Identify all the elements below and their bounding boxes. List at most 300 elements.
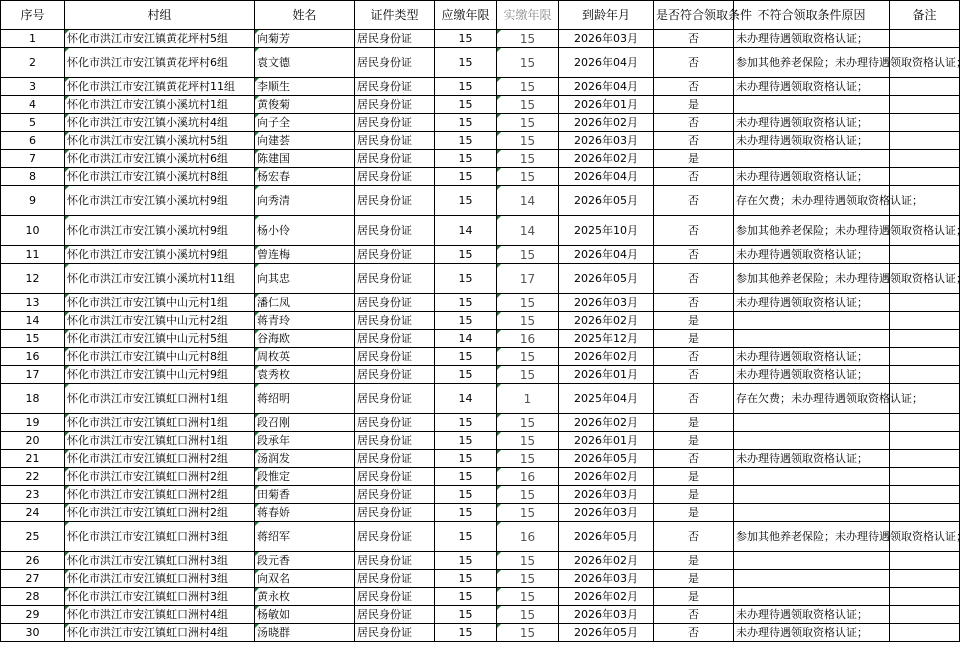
- cell-seq[interactable]: 22: [1, 468, 65, 486]
- cell-age-month[interactable]: 2026年05月: [559, 522, 654, 552]
- cell-seq[interactable]: 25: [1, 522, 65, 552]
- cell-id-type[interactable]: 居民身份证: [355, 588, 435, 606]
- cell-village[interactable]: 怀化市洪江市安江镇小溪坑村6组: [65, 150, 255, 168]
- cell-reason[interactable]: [734, 588, 890, 606]
- cell-age-month[interactable]: 2026年03月: [559, 132, 654, 150]
- cell-years-paid[interactable]: 1: [497, 384, 559, 414]
- cell-eligible[interactable]: 否: [654, 114, 734, 132]
- cell-seq[interactable]: 5: [1, 114, 65, 132]
- cell-id-type[interactable]: 居民身份证: [355, 78, 435, 96]
- cell-age-month[interactable]: 2026年05月: [559, 264, 654, 294]
- header-age-month[interactable]: 到龄年月: [559, 1, 654, 30]
- header-village[interactable]: 村组: [65, 1, 255, 30]
- cell-eligible[interactable]: 否: [654, 450, 734, 468]
- cell-note[interactable]: [890, 96, 960, 114]
- cell-years-paid[interactable]: 15: [497, 132, 559, 150]
- cell-id-type[interactable]: 居民身份证: [355, 450, 435, 468]
- cell-age-month[interactable]: 2026年02月: [559, 312, 654, 330]
- cell-eligible[interactable]: 否: [654, 246, 734, 264]
- cell-reason[interactable]: 未办理待遇领取资格认证；: [734, 606, 890, 624]
- cell-note[interactable]: [890, 114, 960, 132]
- cell-years-due[interactable]: 15: [435, 294, 497, 312]
- cell-years-due[interactable]: 15: [435, 96, 497, 114]
- cell-age-month[interactable]: 2026年04月: [559, 48, 654, 78]
- cell-age-month[interactable]: 2026年03月: [559, 486, 654, 504]
- cell-reason[interactable]: 未办理待遇领取资格认证；: [734, 30, 890, 48]
- header-years-due[interactable]: 应缴年限: [435, 1, 497, 30]
- cell-reason[interactable]: [734, 96, 890, 114]
- cell-reason[interactable]: 未办理待遇领取资格认证；: [734, 132, 890, 150]
- cell-seq[interactable]: 26: [1, 552, 65, 570]
- cell-id-type[interactable]: 居民身份证: [355, 606, 435, 624]
- header-eligible[interactable]: 是否符合领取条件: [654, 1, 734, 30]
- cell-eligible[interactable]: 否: [654, 366, 734, 384]
- cell-years-paid[interactable]: 15: [497, 486, 559, 504]
- cell-village[interactable]: 怀化市洪江市安江镇虹口洲村3组: [65, 552, 255, 570]
- cell-age-month[interactable]: 2026年01月: [559, 96, 654, 114]
- cell-years-paid[interactable]: 15: [497, 114, 559, 132]
- cell-years-due[interactable]: 14: [435, 216, 497, 246]
- cell-age-month[interactable]: 2026年03月: [559, 504, 654, 522]
- cell-eligible[interactable]: 否: [654, 78, 734, 96]
- cell-name[interactable]: 黄永枚: [255, 588, 355, 606]
- cell-seq[interactable]: 4: [1, 96, 65, 114]
- cell-seq[interactable]: 30: [1, 624, 65, 642]
- cell-id-type[interactable]: 居民身份证: [355, 132, 435, 150]
- cell-age-month[interactable]: 2026年03月: [559, 606, 654, 624]
- cell-years-due[interactable]: 14: [435, 384, 497, 414]
- cell-village[interactable]: 怀化市洪江市安江镇小溪坑村1组: [65, 96, 255, 114]
- cell-eligible[interactable]: 否: [654, 264, 734, 294]
- cell-note[interactable]: [890, 486, 960, 504]
- cell-note[interactable]: [890, 432, 960, 450]
- cell-name[interactable]: 段惟定: [255, 468, 355, 486]
- cell-reason[interactable]: 未办理待遇领取资格认证；: [734, 624, 890, 642]
- cell-id-type[interactable]: 居民身份证: [355, 48, 435, 78]
- cell-years-paid[interactable]: 14: [497, 186, 559, 216]
- cell-name[interactable]: 段承年: [255, 432, 355, 450]
- cell-id-type[interactable]: 居民身份证: [355, 552, 435, 570]
- cell-reason[interactable]: 未办理待遇领取资格认证；: [734, 78, 890, 96]
- cell-note[interactable]: [890, 552, 960, 570]
- cell-note[interactable]: [890, 330, 960, 348]
- cell-note[interactable]: [890, 366, 960, 384]
- cell-years-due[interactable]: 15: [435, 168, 497, 186]
- cell-years-paid[interactable]: 15: [497, 450, 559, 468]
- cell-id-type[interactable]: 居民身份证: [355, 264, 435, 294]
- cell-id-type[interactable]: 居民身份证: [355, 186, 435, 216]
- cell-note[interactable]: [890, 570, 960, 588]
- cell-reason[interactable]: [734, 414, 890, 432]
- cell-years-due[interactable]: 15: [435, 264, 497, 294]
- cell-reason[interactable]: 参加其他养老保险；未办理待遇领取资格认证；: [734, 216, 890, 246]
- cell-years-due[interactable]: 15: [435, 414, 497, 432]
- cell-id-type[interactable]: 居民身份证: [355, 168, 435, 186]
- cell-village[interactable]: 怀化市洪江市安江镇中山元村5组: [65, 330, 255, 348]
- cell-name[interactable]: 杨宏春: [255, 168, 355, 186]
- cell-age-month[interactable]: 2026年04月: [559, 246, 654, 264]
- cell-village[interactable]: 怀化市洪江市安江镇虹口洲村2组: [65, 468, 255, 486]
- cell-age-month[interactable]: 2026年02月: [559, 552, 654, 570]
- header-name[interactable]: 姓名: [255, 1, 355, 30]
- cell-eligible[interactable]: 否: [654, 384, 734, 414]
- cell-name[interactable]: 潘仁凤: [255, 294, 355, 312]
- cell-seq[interactable]: 29: [1, 606, 65, 624]
- cell-seq[interactable]: 7: [1, 150, 65, 168]
- cell-village[interactable]: 怀化市洪江市安江镇中山元村1组: [65, 294, 255, 312]
- cell-name[interactable]: 向双名: [255, 570, 355, 588]
- cell-seq[interactable]: 24: [1, 504, 65, 522]
- cell-age-month[interactable]: 2026年03月: [559, 294, 654, 312]
- cell-village[interactable]: 怀化市洪江市安江镇虹口洲村2组: [65, 504, 255, 522]
- cell-years-paid[interactable]: 15: [497, 588, 559, 606]
- cell-id-type[interactable]: 居民身份证: [355, 96, 435, 114]
- cell-eligible[interactable]: 是: [654, 96, 734, 114]
- cell-seq[interactable]: 3: [1, 78, 65, 96]
- cell-years-due[interactable]: 15: [435, 552, 497, 570]
- cell-id-type[interactable]: 居民身份证: [355, 330, 435, 348]
- cell-village[interactable]: 怀化市洪江市安江镇黄花坪村6组: [65, 48, 255, 78]
- cell-name[interactable]: 汤晓群: [255, 624, 355, 642]
- cell-reason[interactable]: 未办理待遇领取资格认证；: [734, 246, 890, 264]
- cell-years-due[interactable]: 15: [435, 522, 497, 552]
- cell-years-due[interactable]: 14: [435, 330, 497, 348]
- cell-note[interactable]: [890, 468, 960, 486]
- cell-name[interactable]: 蒋春娇: [255, 504, 355, 522]
- cell-name[interactable]: 黄俊菊: [255, 96, 355, 114]
- cell-eligible[interactable]: 是: [654, 330, 734, 348]
- cell-reason[interactable]: [734, 570, 890, 588]
- cell-years-paid[interactable]: 16: [497, 468, 559, 486]
- header-seq[interactable]: 序号: [1, 1, 65, 30]
- cell-seq[interactable]: 27: [1, 570, 65, 588]
- cell-name[interactable]: 蒋绍明: [255, 384, 355, 414]
- cell-id-type[interactable]: 居民身份证: [355, 468, 435, 486]
- cell-eligible[interactable]: 否: [654, 186, 734, 216]
- cell-id-type[interactable]: 居民身份证: [355, 246, 435, 264]
- cell-id-type[interactable]: 居民身份证: [355, 216, 435, 246]
- cell-village[interactable]: 怀化市洪江市安江镇虹口洲村3组: [65, 588, 255, 606]
- cell-seq[interactable]: 1: [1, 30, 65, 48]
- cell-eligible[interactable]: 否: [654, 606, 734, 624]
- cell-name[interactable]: 袁秀枚: [255, 366, 355, 384]
- cell-village[interactable]: 怀化市洪江市安江镇虹口洲村1组: [65, 432, 255, 450]
- cell-years-due[interactable]: 15: [435, 186, 497, 216]
- cell-id-type[interactable]: 居民身份证: [355, 414, 435, 432]
- cell-village[interactable]: 怀化市洪江市安江镇中山元村8组: [65, 348, 255, 366]
- cell-years-paid[interactable]: 15: [497, 432, 559, 450]
- cell-years-due[interactable]: 15: [435, 246, 497, 264]
- cell-note[interactable]: [890, 150, 960, 168]
- cell-years-paid[interactable]: 15: [497, 312, 559, 330]
- cell-years-due[interactable]: 15: [435, 78, 497, 96]
- cell-years-paid[interactable]: 15: [497, 30, 559, 48]
- cell-village[interactable]: 怀化市洪江市安江镇小溪坑村4组: [65, 114, 255, 132]
- cell-seq[interactable]: 2: [1, 48, 65, 78]
- cell-reason[interactable]: 参加其他养老保险；未办理待遇领取资格认证；: [734, 264, 890, 294]
- cell-eligible[interactable]: 否: [654, 48, 734, 78]
- cell-years-due[interactable]: 15: [435, 432, 497, 450]
- cell-name[interactable]: 向建荟: [255, 132, 355, 150]
- cell-seq[interactable]: 17: [1, 366, 65, 384]
- cell-village[interactable]: 怀化市洪江市安江镇虹口洲村2组: [65, 486, 255, 504]
- cell-age-month[interactable]: 2026年02月: [559, 150, 654, 168]
- cell-note[interactable]: [890, 450, 960, 468]
- cell-years-due[interactable]: 15: [435, 30, 497, 48]
- cell-note[interactable]: [890, 168, 960, 186]
- cell-note[interactable]: [890, 132, 960, 150]
- cell-reason[interactable]: [734, 150, 890, 168]
- cell-reason[interactable]: [734, 312, 890, 330]
- cell-years-paid[interactable]: 16: [497, 522, 559, 552]
- cell-years-paid[interactable]: 15: [497, 366, 559, 384]
- cell-note[interactable]: [890, 78, 960, 96]
- cell-name[interactable]: 陈建国: [255, 150, 355, 168]
- cell-years-due[interactable]: 15: [435, 504, 497, 522]
- cell-note[interactable]: [890, 606, 960, 624]
- cell-village[interactable]: 怀化市洪江市安江镇虹口洲村3组: [65, 570, 255, 588]
- cell-name[interactable]: 向其忠: [255, 264, 355, 294]
- cell-years-due[interactable]: 15: [435, 606, 497, 624]
- cell-village[interactable]: 怀化市洪江市安江镇虹口洲村3组: [65, 522, 255, 552]
- cell-seq[interactable]: 28: [1, 588, 65, 606]
- cell-eligible[interactable]: 是: [654, 486, 734, 504]
- cell-id-type[interactable]: 居民身份证: [355, 312, 435, 330]
- cell-seq[interactable]: 6: [1, 132, 65, 150]
- cell-seq[interactable]: 10: [1, 216, 65, 246]
- cell-village[interactable]: 怀化市洪江市安江镇黄花坪村5组: [65, 30, 255, 48]
- cell-eligible[interactable]: 是: [654, 570, 734, 588]
- cell-years-paid[interactable]: 15: [497, 294, 559, 312]
- cell-age-month[interactable]: 2025年12月: [559, 330, 654, 348]
- cell-id-type[interactable]: 居民身份证: [355, 294, 435, 312]
- cell-name[interactable]: 段召刚: [255, 414, 355, 432]
- cell-years-paid[interactable]: 15: [497, 414, 559, 432]
- cell-years-paid[interactable]: 15: [497, 504, 559, 522]
- cell-name[interactable]: 汤润发: [255, 450, 355, 468]
- cell-reason[interactable]: [734, 504, 890, 522]
- cell-name[interactable]: 段元香: [255, 552, 355, 570]
- cell-name[interactable]: 曾连梅: [255, 246, 355, 264]
- cell-id-type[interactable]: 居民身份证: [355, 366, 435, 384]
- cell-name[interactable]: 向菊芳: [255, 30, 355, 48]
- cell-eligible[interactable]: 是: [654, 588, 734, 606]
- cell-age-month[interactable]: 2026年02月: [559, 588, 654, 606]
- cell-reason[interactable]: 参加其他养老保险；未办理待遇领取资格认证；: [734, 48, 890, 78]
- cell-eligible[interactable]: 否: [654, 132, 734, 150]
- cell-village[interactable]: 怀化市洪江市安江镇小溪坑村9组: [65, 186, 255, 216]
- cell-eligible[interactable]: 否: [654, 168, 734, 186]
- cell-years-paid[interactable]: 15: [497, 606, 559, 624]
- cell-age-month[interactable]: 2026年02月: [559, 114, 654, 132]
- cell-years-paid[interactable]: 15: [497, 78, 559, 96]
- cell-years-paid[interactable]: 16: [497, 330, 559, 348]
- cell-eligible[interactable]: 否: [654, 294, 734, 312]
- cell-eligible[interactable]: 否: [654, 348, 734, 366]
- cell-seq[interactable]: 11: [1, 246, 65, 264]
- cell-id-type[interactable]: 居民身份证: [355, 348, 435, 366]
- cell-years-due[interactable]: 15: [435, 468, 497, 486]
- cell-id-type[interactable]: 居民身份证: [355, 504, 435, 522]
- cell-seq[interactable]: 19: [1, 414, 65, 432]
- cell-reason[interactable]: [734, 330, 890, 348]
- header-note[interactable]: 备注: [890, 1, 960, 30]
- cell-id-type[interactable]: 居民身份证: [355, 570, 435, 588]
- cell-age-month[interactable]: 2026年03月: [559, 30, 654, 48]
- cell-eligible[interactable]: 是: [654, 468, 734, 486]
- cell-seq[interactable]: 15: [1, 330, 65, 348]
- cell-village[interactable]: 怀化市洪江市安江镇虹口洲村4组: [65, 624, 255, 642]
- cell-village[interactable]: 怀化市洪江市安江镇小溪坑村9组: [65, 246, 255, 264]
- cell-name[interactable]: 李顺生: [255, 78, 355, 96]
- cell-id-type[interactable]: 居民身份证: [355, 432, 435, 450]
- cell-years-due[interactable]: 15: [435, 150, 497, 168]
- cell-seq[interactable]: 12: [1, 264, 65, 294]
- cell-reason[interactable]: 未办理待遇领取资格认证；: [734, 114, 890, 132]
- cell-village[interactable]: 怀化市洪江市安江镇虹口洲村1组: [65, 384, 255, 414]
- cell-age-month[interactable]: 2026年01月: [559, 432, 654, 450]
- cell-years-paid[interactable]: 15: [497, 624, 559, 642]
- cell-age-month[interactable]: 2026年04月: [559, 168, 654, 186]
- cell-id-type[interactable]: 居民身份证: [355, 30, 435, 48]
- cell-note[interactable]: [890, 246, 960, 264]
- cell-name[interactable]: 田菊香: [255, 486, 355, 504]
- cell-id-type[interactable]: 居民身份证: [355, 150, 435, 168]
- cell-years-due[interactable]: 15: [435, 348, 497, 366]
- cell-eligible[interactable]: 否: [654, 30, 734, 48]
- cell-years-due[interactable]: 15: [435, 570, 497, 588]
- cell-years-paid[interactable]: 15: [497, 552, 559, 570]
- cell-eligible[interactable]: 是: [654, 552, 734, 570]
- cell-reason[interactable]: 未办理待遇领取资格认证；: [734, 450, 890, 468]
- cell-years-due[interactable]: 15: [435, 450, 497, 468]
- cell-eligible[interactable]: 是: [654, 150, 734, 168]
- cell-id-type[interactable]: 居民身份证: [355, 522, 435, 552]
- cell-seq[interactable]: 18: [1, 384, 65, 414]
- cell-age-month[interactable]: 2026年03月: [559, 570, 654, 588]
- cell-years-paid[interactable]: 15: [497, 48, 559, 78]
- cell-note[interactable]: [890, 294, 960, 312]
- cell-name[interactable]: 袁文德: [255, 48, 355, 78]
- cell-age-month[interactable]: 2026年02月: [559, 348, 654, 366]
- cell-village[interactable]: 怀化市洪江市安江镇中山元村2组: [65, 312, 255, 330]
- cell-id-type[interactable]: 居民身份证: [355, 486, 435, 504]
- cell-years-paid[interactable]: 15: [497, 96, 559, 114]
- cell-village[interactable]: 怀化市洪江市安江镇虹口洲村4组: [65, 606, 255, 624]
- cell-note[interactable]: [890, 588, 960, 606]
- cell-eligible[interactable]: 是: [654, 312, 734, 330]
- header-reason[interactable]: 不符合领取条件原因: [734, 1, 890, 30]
- cell-seq[interactable]: 16: [1, 348, 65, 366]
- cell-village[interactable]: 怀化市洪江市安江镇黄花坪村11组: [65, 78, 255, 96]
- cell-reason[interactable]: 未办理待遇领取资格认证；: [734, 294, 890, 312]
- cell-name[interactable]: 周枚英: [255, 348, 355, 366]
- cell-age-month[interactable]: 2025年10月: [559, 216, 654, 246]
- cell-eligible[interactable]: 是: [654, 414, 734, 432]
- cell-years-due[interactable]: 15: [435, 624, 497, 642]
- cell-village[interactable]: 怀化市洪江市安江镇小溪坑村11组: [65, 264, 255, 294]
- cell-seq[interactable]: 23: [1, 486, 65, 504]
- cell-village[interactable]: 怀化市洪江市安江镇虹口洲村2组: [65, 450, 255, 468]
- cell-years-paid[interactable]: 17: [497, 264, 559, 294]
- cell-years-due[interactable]: 15: [435, 132, 497, 150]
- cell-age-month[interactable]: 2026年05月: [559, 624, 654, 642]
- cell-name[interactable]: 蒋青玲: [255, 312, 355, 330]
- cell-note[interactable]: [890, 312, 960, 330]
- cell-name[interactable]: 蒋绍军: [255, 522, 355, 552]
- cell-age-month[interactable]: 2026年02月: [559, 468, 654, 486]
- cell-id-type[interactable]: 居民身份证: [355, 384, 435, 414]
- cell-note[interactable]: [890, 504, 960, 522]
- cell-years-due[interactable]: 15: [435, 486, 497, 504]
- cell-id-type[interactable]: 居民身份证: [355, 114, 435, 132]
- cell-seq[interactable]: 21: [1, 450, 65, 468]
- cell-village[interactable]: 怀化市洪江市安江镇小溪坑村5组: [65, 132, 255, 150]
- cell-village[interactable]: 怀化市洪江市安江镇中山元村9组: [65, 366, 255, 384]
- cell-age-month[interactable]: 2026年05月: [559, 186, 654, 216]
- cell-seq[interactable]: 14: [1, 312, 65, 330]
- cell-age-month[interactable]: 2026年04月: [559, 78, 654, 96]
- cell-years-due[interactable]: 15: [435, 114, 497, 132]
- cell-reason[interactable]: 参加其他养老保险；未办理待遇领取资格认证；: [734, 522, 890, 552]
- cell-years-paid[interactable]: 15: [497, 150, 559, 168]
- cell-years-due[interactable]: 15: [435, 48, 497, 78]
- cell-age-month[interactable]: 2026年01月: [559, 366, 654, 384]
- cell-name[interactable]: 杨敏如: [255, 606, 355, 624]
- cell-reason[interactable]: 存在欠费；未办理待遇领取资格认证；: [734, 384, 890, 414]
- cell-age-month[interactable]: 2025年04月: [559, 384, 654, 414]
- cell-years-paid[interactable]: 15: [497, 348, 559, 366]
- cell-name[interactable]: 谷海欧: [255, 330, 355, 348]
- cell-note[interactable]: [890, 30, 960, 48]
- cell-reason[interactable]: 存在欠费；未办理待遇领取资格认证；: [734, 186, 890, 216]
- cell-reason[interactable]: [734, 552, 890, 570]
- cell-name[interactable]: 向秀清: [255, 186, 355, 216]
- cell-note[interactable]: [890, 414, 960, 432]
- cell-reason[interactable]: [734, 432, 890, 450]
- cell-seq[interactable]: 13: [1, 294, 65, 312]
- cell-id-type[interactable]: 居民身份证: [355, 624, 435, 642]
- cell-eligible[interactable]: 是: [654, 504, 734, 522]
- cell-seq[interactable]: 9: [1, 186, 65, 216]
- cell-reason[interactable]: [734, 486, 890, 504]
- cell-reason[interactable]: 未办理待遇领取资格认证；: [734, 366, 890, 384]
- cell-reason[interactable]: 未办理待遇领取资格认证；: [734, 168, 890, 186]
- cell-reason[interactable]: 未办理待遇领取资格认证；: [734, 348, 890, 366]
- cell-village[interactable]: 怀化市洪江市安江镇小溪坑村8组: [65, 168, 255, 186]
- cell-reason[interactable]: [734, 468, 890, 486]
- cell-village[interactable]: 怀化市洪江市安江镇小溪坑村9组: [65, 216, 255, 246]
- cell-age-month[interactable]: 2026年02月: [559, 414, 654, 432]
- cell-note[interactable]: [890, 348, 960, 366]
- cell-eligible[interactable]: 是: [654, 432, 734, 450]
- cell-years-paid[interactable]: 15: [497, 168, 559, 186]
- cell-eligible[interactable]: 否: [654, 216, 734, 246]
- cell-years-due[interactable]: 15: [435, 312, 497, 330]
- cell-name[interactable]: 杨小伶: [255, 216, 355, 246]
- cell-years-paid[interactable]: 15: [497, 246, 559, 264]
- cell-seq[interactable]: 20: [1, 432, 65, 450]
- header-years-paid[interactable]: 实缴年限: [497, 1, 559, 30]
- cell-eligible[interactable]: 否: [654, 522, 734, 552]
- cell-village[interactable]: 怀化市洪江市安江镇虹口洲村1组: [65, 414, 255, 432]
- cell-note[interactable]: [890, 624, 960, 642]
- cell-years-due[interactable]: 15: [435, 588, 497, 606]
- cell-years-paid[interactable]: 15: [497, 570, 559, 588]
- cell-seq[interactable]: 8: [1, 168, 65, 186]
- header-id-type[interactable]: 证件类型: [355, 1, 435, 30]
- cell-name[interactable]: 向子全: [255, 114, 355, 132]
